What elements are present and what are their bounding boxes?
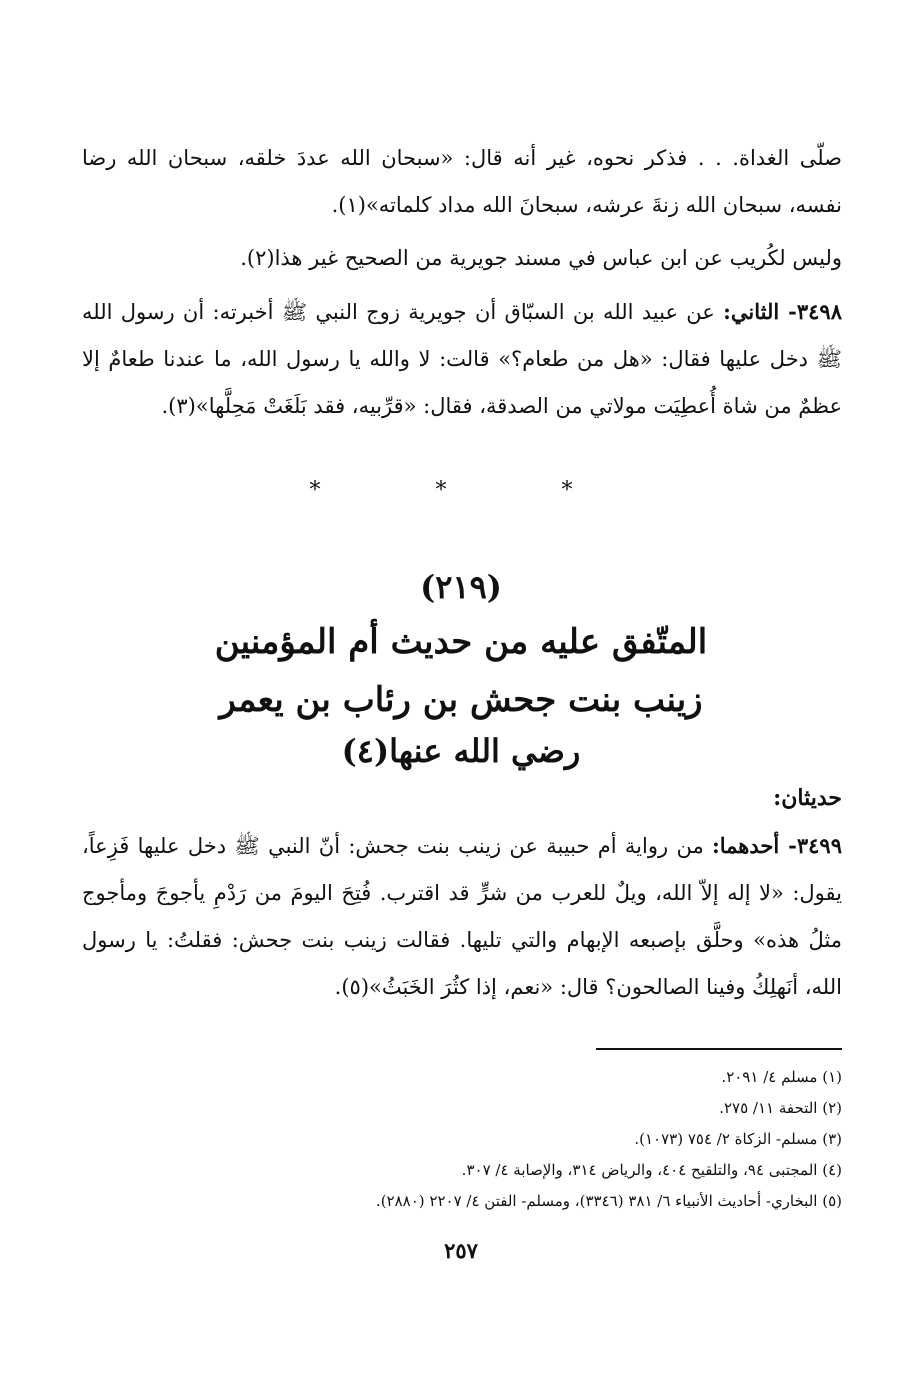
hadith-3498-text: عن عبيد الله بن السبّاق أن جويرية زوج النبي ﷺ أخبرته: أن رسول الله ﷺ دخل عليها فقال: «هل من طعام؟» قالت: لا والله يا رسول الله، ما عندنا طعامٌ إلا عظمٌ من شاة أُعطِيَت مولاتي من الصدقة، فقال: «قرِّبيه، فقد بَلَغَتْ مَحِلَّها»(٣).: [82, 300, 842, 418]
hadith-3499-text: من رواية أم حبيبة عن زينب بنت جحش: أنّ النبي ﷺ دخل عليها فَزِعاً، يقول: «لا إله إلاّ الله، ويلٌ للعرب من شرٍّ قد اقترب. فُتِحَ اليومَ من رَدْمِ يأجوجَ ومأجوج مثلُ هذه» وحلَّق بإصبعه الإبهام والتي تليها. فقالت زينب بنت جحش: فقلتُ: يا رسول الله، أنَهلِكُ وفينا الصالحون؟ قال: «نعم، إذا كثُرَ الخَبَثُ»(٥).: [82, 834, 842, 999]
footnote-3: (٣) مسلم- الزكاة ٢/ ٧٥٤ (١٠٧٣).: [634, 1130, 842, 1148]
paragraph-continuation: صلّى الغداة. . . فذكر نحوه، غير أنه قال: «سبحان الله عددَ خلقه، سبحان الله رضا نفسه، سبحان الله زنةَ عرشه، سبحانَ الله مداد كلماته»(١).: [82, 146, 842, 217]
hadith-3498: [82, 288, 842, 430]
section-divider-stars: [0, 478, 922, 503]
footnote-5: (٥) البخاري- أحاديث الأنبياء ٦/ ٣٨١ (٣٣٤٦)، ومسلم- الفتن ٤/ ٢٢٠٧ (٢٨٨٠).: [375, 1192, 842, 1210]
top-text-block: [82, 135, 842, 430]
star-icon: *: [561, 478, 613, 503]
footnote-1: (١) مسلم ٤/ ٢٠٩١.: [721, 1068, 842, 1086]
star-icon: *: [309, 478, 361, 503]
section-title-line-3: رضي الله عنها(٤): [341, 732, 581, 770]
hadith-3499-number: ٣٤٩٩- أحدهما:: [712, 833, 842, 858]
section-number: (٢١٩): [420, 568, 502, 606]
hadith-count-label: حديثان:: [773, 785, 842, 811]
footnote-separator: [596, 1048, 842, 1050]
footnote-2: (٢) التحفة ١١/ ٢٧٥.: [719, 1099, 842, 1117]
hadith-3498-number: ٣٤٩٨- الثاني:: [723, 299, 842, 324]
footnotes: [82, 1062, 842, 1217]
hadith-3499: [82, 822, 842, 1011]
bottom-text-block: [82, 822, 842, 1011]
section-title-line-2: زينب بنت جحش بن رئاب بن يعمر: [219, 680, 703, 720]
footnote-4: (٤) المجتبى ٩٤، والتلقيح ٤٠٤، والرياض ٣١٤، والإصابة ٤/ ٣٠٧.: [461, 1161, 842, 1179]
section-title-line-1: المتّفق عليه من حديث أم المؤمنين: [214, 622, 708, 662]
page-number: ٢٥٧: [444, 1238, 478, 1263]
paragraph-kurayb-note: وليس لكُريب عن ابن عباس في مسند جويرية من الصحيح غير هذا(٢).: [240, 246, 842, 270]
star-icon: *: [435, 478, 487, 503]
